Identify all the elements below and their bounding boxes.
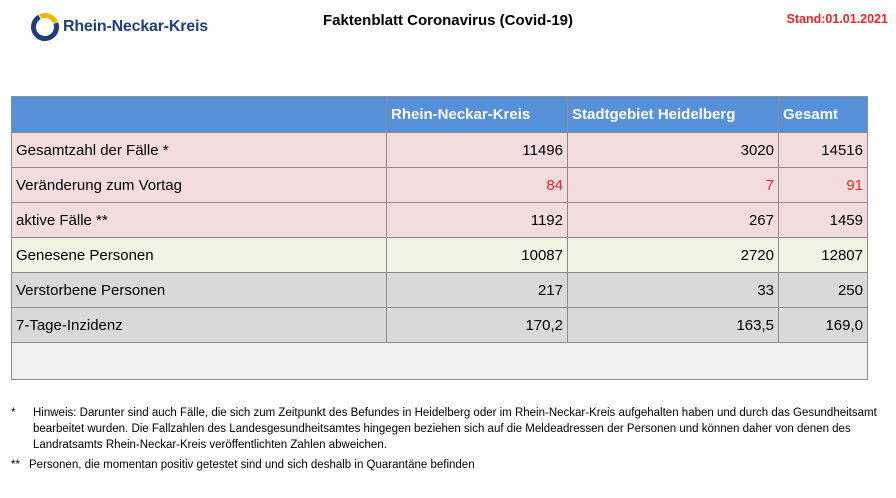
column-header-total: Gesamt — [779, 97, 868, 133]
footnote-marker: ** — [11, 459, 20, 471]
footnote-1 — [11, 405, 881, 453]
table-row-empty — [12, 343, 868, 380]
cell-total: 91 — [779, 168, 868, 203]
covid-facts-table — [11, 96, 868, 380]
table-row-incidence — [12, 308, 868, 343]
cell-heidelberg: 267 — [568, 203, 779, 238]
page-title: Faktenblatt Coronavirus (Covid-19) — [322, 12, 574, 29]
row-label: 7-Tage-Inzidenz — [12, 308, 387, 343]
footnote-text: Personen, die momentan positiv getestet sind und sich deshalb in Quarantäne befinden — [29, 459, 475, 471]
cell-rnk: 217 — [387, 273, 568, 308]
cell-total: 1459 — [779, 203, 868, 238]
district-logo — [29, 10, 208, 44]
row-label: Verstorbene Personen — [12, 273, 387, 308]
footnote-marker: * — [11, 407, 16, 419]
table-row-deceased — [12, 273, 868, 308]
row-label: aktive Fälle ** — [12, 203, 387, 238]
status-date: Stand:01.01.2021 — [786, 12, 888, 26]
column-header-heidelberg: Stadtgebiet Heidelberg — [568, 97, 779, 133]
cell-rnk: 11496 — [387, 133, 568, 168]
row-label: Gesamtzahl der Fälle * — [12, 133, 387, 168]
cell-heidelberg: 2720 — [568, 238, 779, 273]
cell-heidelberg: 7 — [568, 168, 779, 203]
cell-heidelberg: 163,5 — [568, 308, 779, 343]
cell-total: 169,0 — [779, 308, 868, 343]
footnote-2 — [11, 457, 881, 473]
footnotes — [11, 405, 881, 477]
cell-total: 12807 — [779, 238, 868, 273]
row-label: Genesene Personen — [12, 238, 387, 273]
cell-heidelberg: 3020 — [568, 133, 779, 168]
table-row-recovered — [12, 238, 868, 273]
row-label: Veränderung zum Vortag — [12, 168, 387, 203]
column-header-rnk: Rhein-Neckar-Kreis — [387, 97, 568, 133]
cell-rnk: 170,2 — [387, 308, 568, 343]
district-logo-icon — [29, 11, 61, 43]
empty-cell — [12, 343, 868, 380]
table-row-total-cases — [12, 133, 868, 168]
footnote-text: Hinweis: Darunter sind auch Fälle, die sich zum Zeitpunkt des Befundes in Heidelberg oder im Rhein-Neckar-Kreis aufgehalten haben und durch das Gesundheitsamt bearbeitet wurden. Die Fallzahlen des Landesgesundheitsamtes hingegen beziehen sich auf die Meldeadressen der Personen und können daher von denen des Landratsamts Rhein-Neckar-Kreis veröffentlichten Zahlen abweichen. — [33, 407, 877, 451]
cell-rnk: 1192 — [387, 203, 568, 238]
logo-text: Rhein-Neckar-Kreis — [63, 18, 208, 35]
cell-rnk: 10087 — [387, 238, 568, 273]
table-row-daily-change — [12, 168, 868, 203]
table-row-active-cases — [12, 203, 868, 238]
cell-total: 250 — [779, 273, 868, 308]
column-header-label — [12, 97, 387, 133]
cell-total: 14516 — [779, 133, 868, 168]
cell-heidelberg: 33 — [568, 273, 779, 308]
table-header-row — [12, 97, 868, 133]
cell-rnk: 84 — [387, 168, 568, 203]
